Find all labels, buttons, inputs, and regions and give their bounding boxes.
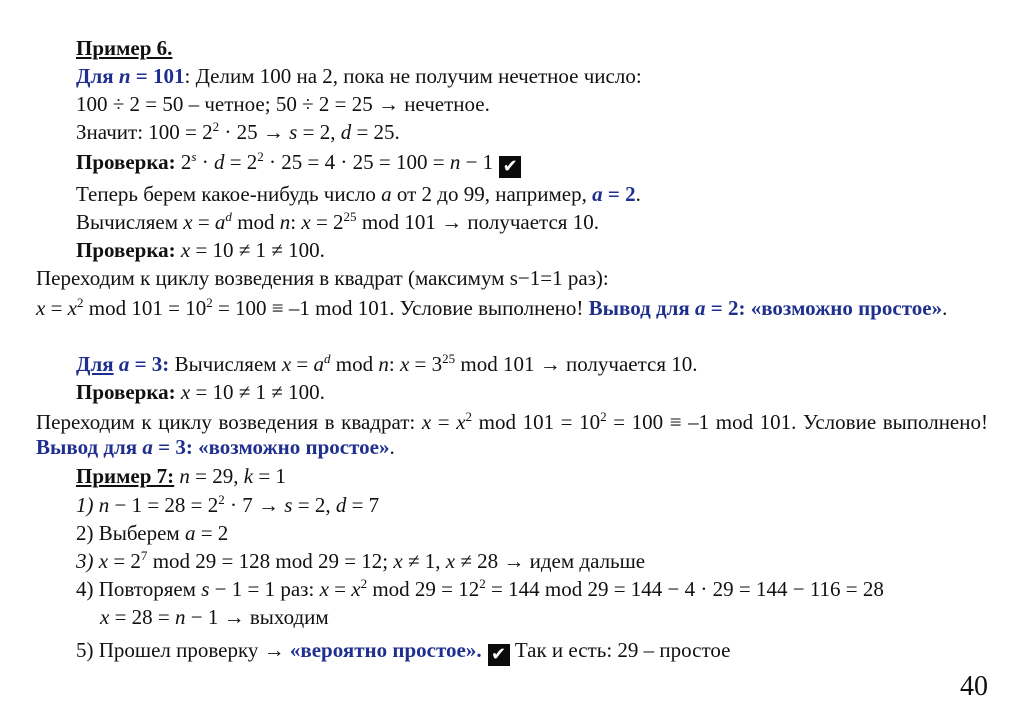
example-7-heading: Пример 7: n = 29, k = 1: [76, 464, 286, 488]
step-3: 3) $x = 2^7$ mod 29 = 128 mod 29 = 12; x ≠ 1, x ≠ 28 → идем дальше: [76, 548, 646, 573]
conclusion-a2: Вывод для a = 2: «возможно простое»: [588, 296, 943, 320]
checkmark-icon: ✔: [488, 644, 510, 666]
line-compute-x: Вычисляем $x = a^d$ mod n: $x = 2^{25}$ mod 101 → получается 10.: [76, 209, 599, 234]
page-number: 40: [960, 671, 988, 702]
line-choose-a: Теперь берем какое-нибудь число a от 2 до 99, например, a = 2.: [76, 182, 641, 206]
step-4-result: x = 28 = n − 1 → выходим: [100, 605, 329, 629]
for-n-label: Для n = 101: [76, 64, 185, 88]
step-1: 1) $n - 1 = 28 = 2^2 \cdot 7 \to s = 2$, d = 7: [76, 492, 380, 517]
line-check-2: Проверка: x = 10 ≠ 1 ≠ 100.: [76, 238, 325, 262]
line-n-101: Для n = 101: Делим 100 на 2, пока не получим нечетное число:: [76, 64, 642, 88]
paragraph-a3-result: Переходим к циклу возведения в квадрат: $x = x^2$ mod $101 = 10^2 = 100 \equiv -1$ mod 101. Условие выполнено! Вывод для a = 3: «возможно простое».: [36, 409, 988, 460]
line-squaring-cycle: Переходим к циклу возведения в квадрат (максимум s−1=1 раз):: [36, 266, 609, 290]
line-division: 100 ÷ 2 = 50 – четное; 50 ÷ 2 = 25 → нечетное.: [76, 92, 490, 116]
paragraph-a2-result: $x = x^2$ mod $101 = 10^2 = 100 \equiv -1$ mod 101. Условие выполнено! Вывод для a = 2: «возможно простое».: [36, 295, 948, 320]
for-a3-label: Для a = 3:: [76, 352, 170, 376]
line-check-1: Проверка: $2^s \cdot d = 2^2 \cdot 25 = 4 \cdot 25 = 100 = n - 1$ ✔: [76, 150, 521, 178]
line-check-3: Проверка: x = 10 ≠ 1 ≠ 100.: [76, 380, 325, 404]
checkmark-icon: ✔: [499, 156, 521, 178]
step-4: 4) Повторяем s − 1 = 1 раз: $x = x^2$ mod $29 = 12^2 = 144$ mod 29 = 144 − 4 · 29 = 144 − 116 = 28: [76, 576, 884, 601]
line-therefore: Значит: $100 = 2^2 \cdot 25 \to s = 2$, d = 25.: [76, 119, 400, 144]
step-5: 5) Прошел проверку → «вероятно простое». ✔ Так и есть: 29 – простое: [76, 638, 731, 665]
step-2: 2) Выберем a = 2: [76, 521, 229, 545]
example-6-heading: Пример 6.: [76, 36, 173, 60]
conclusion-a3: Вывод для a = 3: «возможно простое»: [36, 435, 390, 460]
line-a3: Для a = 3: Вычисляем $x = a^d$ mod n: $x = 3^{25}$ mod 101 → получается 10.: [76, 351, 698, 376]
probably-prime-label: «вероятно простое».: [289, 638, 482, 662]
